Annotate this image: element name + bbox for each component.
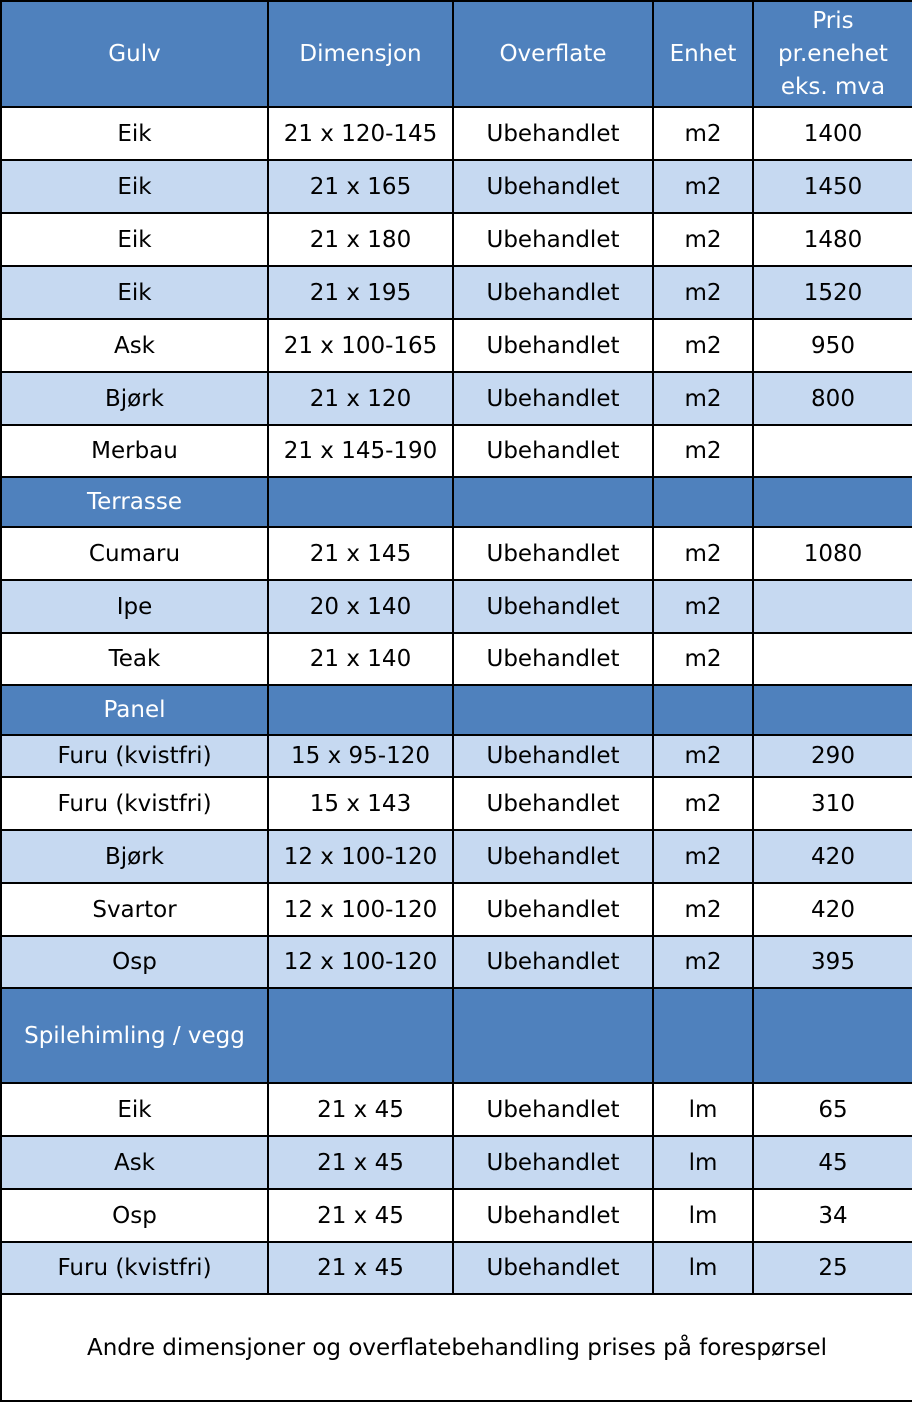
surface: Ubehandlet — [453, 883, 653, 936]
surface: Ubehandlet — [453, 527, 653, 580]
table-row — [1, 735, 912, 777]
table-row — [1, 425, 912, 477]
table-row — [1, 107, 912, 160]
price: 290 — [753, 735, 912, 777]
surface: Ubehandlet — [453, 1083, 653, 1136]
section-header-row — [1, 685, 912, 735]
product-name: Teak — [1, 633, 268, 685]
price: 420 — [753, 830, 912, 883]
price: 950 — [753, 319, 912, 372]
unit: m2 — [653, 527, 753, 580]
price: 1520 — [753, 266, 912, 319]
dimension: 15 x 143 — [268, 777, 453, 830]
table-header-row — [1, 1, 912, 107]
product-name: Cumaru — [1, 527, 268, 580]
unit: m2 — [653, 777, 753, 830]
table-row — [1, 1083, 912, 1136]
section-header-row — [1, 988, 912, 1083]
surface: Ubehandlet — [453, 735, 653, 777]
price — [753, 425, 912, 477]
surface: Ubehandlet — [453, 107, 653, 160]
product-name: Eik — [1, 1083, 268, 1136]
table-row — [1, 936, 912, 988]
surface: Ubehandlet — [453, 266, 653, 319]
unit: m2 — [653, 936, 753, 988]
product-name: Svartor — [1, 883, 268, 936]
section-title-gulv: Gulv — [1, 1, 268, 107]
table-row — [1, 580, 912, 633]
section-header-row — [1, 477, 912, 527]
unit: m2 — [653, 266, 753, 319]
unit: m2 — [653, 580, 753, 633]
surface: Ubehandlet — [453, 1136, 653, 1189]
surface: Ubehandlet — [453, 372, 653, 425]
product-name: Bjørk — [1, 372, 268, 425]
dimension: 21 x 180 — [268, 213, 453, 266]
unit: lm — [653, 1136, 753, 1189]
unit: m2 — [653, 107, 753, 160]
dimension: 21 x 45 — [268, 1189, 453, 1242]
price — [753, 633, 912, 685]
column-header-overflate: Overflate — [453, 1, 653, 107]
unit: lm — [653, 1083, 753, 1136]
dimension: 21 x 145 — [268, 527, 453, 580]
product-name: Merbau — [1, 425, 268, 477]
product-name: Bjørk — [1, 830, 268, 883]
table-row — [1, 266, 912, 319]
price: 310 — [753, 777, 912, 830]
price: 1480 — [753, 213, 912, 266]
unit: m2 — [653, 213, 753, 266]
dimension: 15 x 95-120 — [268, 735, 453, 777]
product-name: Eik — [1, 213, 268, 266]
dimension: 21 x 165 — [268, 160, 453, 213]
product-name: Ipe — [1, 580, 268, 633]
unit: m2 — [653, 633, 753, 685]
dimension: 21 x 140 — [268, 633, 453, 685]
section-title-spilehimling: Spilehimling / vegg — [1, 988, 268, 1083]
table-row — [1, 883, 912, 936]
table-row — [1, 319, 912, 372]
product-name: Ask — [1, 319, 268, 372]
dimension: 21 x 100-165 — [268, 319, 453, 372]
price — [753, 580, 912, 633]
surface: Ubehandlet — [453, 777, 653, 830]
dimension: 21 x 195 — [268, 266, 453, 319]
surface: Ubehandlet — [453, 580, 653, 633]
surface: Ubehandlet — [453, 936, 653, 988]
product-name: Ask — [1, 1136, 268, 1189]
price: 1450 — [753, 160, 912, 213]
surface: Ubehandlet — [453, 1242, 653, 1294]
table-row — [1, 372, 912, 425]
product-name: Furu (kvistfri) — [1, 735, 268, 777]
surface: Ubehandlet — [453, 830, 653, 883]
table-row — [1, 1136, 912, 1189]
dimension: 12 x 100-120 — [268, 936, 453, 988]
unit: lm — [653, 1242, 753, 1294]
table-row — [1, 213, 912, 266]
surface: Ubehandlet — [453, 213, 653, 266]
surface: Ubehandlet — [453, 425, 653, 477]
product-name: Osp — [1, 1189, 268, 1242]
price: 25 — [753, 1242, 912, 1294]
table-row — [1, 777, 912, 830]
unit: m2 — [653, 883, 753, 936]
table-row — [1, 527, 912, 580]
price: 395 — [753, 936, 912, 988]
product-name: Furu (kvistfri) — [1, 1242, 268, 1294]
column-header-pris: Pris pr.enehet eks. mva — [753, 1, 912, 107]
dimension: 12 x 100-120 — [268, 883, 453, 936]
table-row — [1, 830, 912, 883]
unit: m2 — [653, 735, 753, 777]
dimension: 21 x 145-190 — [268, 425, 453, 477]
table-row — [1, 633, 912, 685]
unit: lm — [653, 1189, 753, 1242]
table-row — [1, 1242, 912, 1294]
surface: Ubehandlet — [453, 633, 653, 685]
price: 34 — [753, 1189, 912, 1242]
product-name: Osp — [1, 936, 268, 988]
price: 65 — [753, 1083, 912, 1136]
surface: Ubehandlet — [453, 160, 653, 213]
column-header-enhet: Enhet — [653, 1, 753, 107]
price: 1400 — [753, 107, 912, 160]
product-name: Eik — [1, 107, 268, 160]
price: 800 — [753, 372, 912, 425]
price: 420 — [753, 883, 912, 936]
footer-note: Andre dimensjoner og overflatebehandling prises på forespørsel — [1, 1294, 912, 1401]
product-name: Eik — [1, 266, 268, 319]
column-header-dimensjon: Dimensjon — [268, 1, 453, 107]
surface: Ubehandlet — [453, 319, 653, 372]
dimension: 20 x 140 — [268, 580, 453, 633]
unit: m2 — [653, 160, 753, 213]
dimension: 21 x 45 — [268, 1242, 453, 1294]
section-title-terrasse: Terrasse — [1, 477, 268, 527]
dimension: 21 x 120 — [268, 372, 453, 425]
surface: Ubehandlet — [453, 1189, 653, 1242]
table-row — [1, 1189, 912, 1242]
unit: m2 — [653, 425, 753, 477]
dimension: 12 x 100-120 — [268, 830, 453, 883]
product-name: Eik — [1, 160, 268, 213]
unit: m2 — [653, 319, 753, 372]
section-title-panel: Panel — [1, 685, 268, 735]
dimension: 21 x 45 — [268, 1083, 453, 1136]
footer-row — [1, 1294, 912, 1401]
unit: m2 — [653, 372, 753, 425]
dimension: 21 x 45 — [268, 1136, 453, 1189]
unit: m2 — [653, 830, 753, 883]
price: 1080 — [753, 527, 912, 580]
dimension: 21 x 120-145 — [268, 107, 453, 160]
product-name: Furu (kvistfri) — [1, 777, 268, 830]
table-row — [1, 160, 912, 213]
price: 45 — [753, 1136, 912, 1189]
